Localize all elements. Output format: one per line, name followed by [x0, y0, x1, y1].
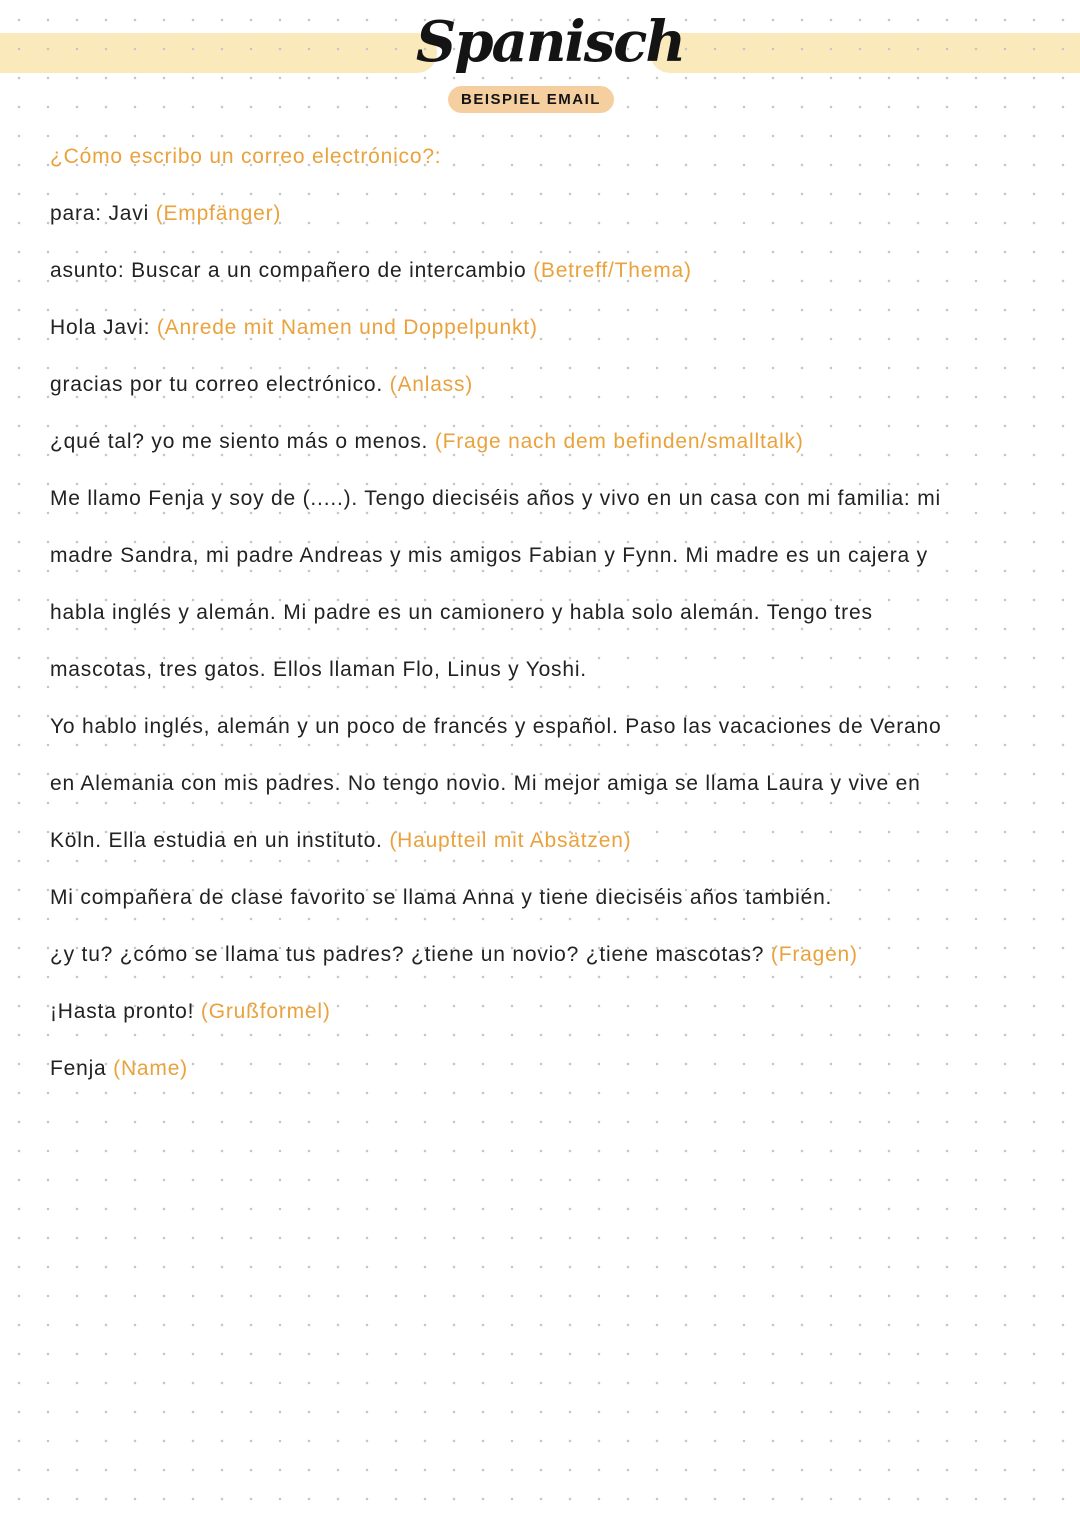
line-annotation: (Grußformel) [200, 1000, 331, 1023]
line-greeting [50, 299, 1070, 356]
line-body-4 [50, 641, 1070, 698]
line-text: habla inglés y alemán. Mi padre es un camionero y habla solo alemán. Tengo tres [50, 601, 873, 624]
line-annotation: (Empfänger) [155, 202, 282, 225]
email-notes [50, 128, 1070, 1097]
line-body-7 [50, 812, 1070, 869]
page-title: Spanisch [415, 9, 685, 75]
line-smalltalk [50, 413, 1070, 470]
line-questions [50, 926, 1070, 983]
line-text: Hola Javi: [50, 316, 157, 339]
highlight-band-right [650, 33, 1080, 73]
line-text: Me llamo Fenja y soy de (.....). Tengo dieciséis años y vivo en un casa con mi familia: mi [50, 487, 941, 510]
line-text: ¡Hasta pronto! [50, 1000, 201, 1023]
line-text: madre Sandra, mi padre Andreas y mis amigos Fabian y Fynn. Mi madre es un cajera y [50, 544, 928, 567]
subtitle-badge [448, 86, 614, 113]
line-annotation: (Anrede mit Namen und Doppelpunkt) [156, 316, 538, 339]
line-text: Yo hablo inglés, alemán y un poco de francés y español. Paso las vacaciones de Verano [50, 715, 942, 738]
line-annotation: (Name) [113, 1057, 188, 1080]
line-text: Köln. Ella estudia en un instituto. [50, 829, 390, 852]
line-occasion [50, 356, 1070, 413]
line-recipient [50, 185, 1070, 242]
highlight-band-left [0, 33, 437, 73]
line-text: Fenja [50, 1057, 114, 1080]
line-body-3 [50, 584, 1070, 641]
line-annotation: (Betreff/Thema) [533, 259, 692, 282]
line-text: asunto: Buscar a un compañero de intercambio [50, 259, 534, 282]
line-text: mascotas, tres gatos. Ellos llaman Flo, Linus y Yoshi. [50, 658, 587, 681]
line-text: gracias por tu correo electrónico. [50, 373, 390, 396]
line-text: ¿qué tal? yo me siento más o menos. [50, 430, 435, 453]
line-subject [50, 242, 1070, 299]
line-body-6 [50, 755, 1070, 812]
line-closing [50, 983, 1070, 1040]
line-annotation: (Fragen) [770, 943, 858, 966]
line-body-5 [50, 698, 1070, 755]
line-annotation: (Anlass) [389, 373, 474, 396]
line-how-to-write [50, 128, 1070, 185]
subtitle-text: BEISPIEL EMAIL [461, 91, 601, 108]
line-annotation: (Frage nach dem befinden/smalltalk) [434, 430, 804, 453]
line-text: ¿y tu? ¿cómo se llama tus padres? ¿tiene un novio? ¿tiene mascotas? [50, 943, 771, 966]
line-text: en Alemania con mis padres. No tengo novio. Mi mejor amiga se llama Laura y vive en [50, 772, 921, 795]
line-body-2 [50, 527, 1070, 584]
line-body-1 [50, 470, 1070, 527]
line-text: Mi compañera de clase favorito se llama Anna y tiene dieciséis años también. [50, 886, 833, 909]
line-annotation: ¿Cómo escribo un correo electrónico?: [50, 145, 442, 168]
line-signature [50, 1040, 1070, 1097]
line-text: para: Javi [50, 202, 156, 225]
line-body-8 [50, 869, 1070, 926]
line-annotation: (Hauptteil mit Absätzen) [389, 829, 632, 852]
